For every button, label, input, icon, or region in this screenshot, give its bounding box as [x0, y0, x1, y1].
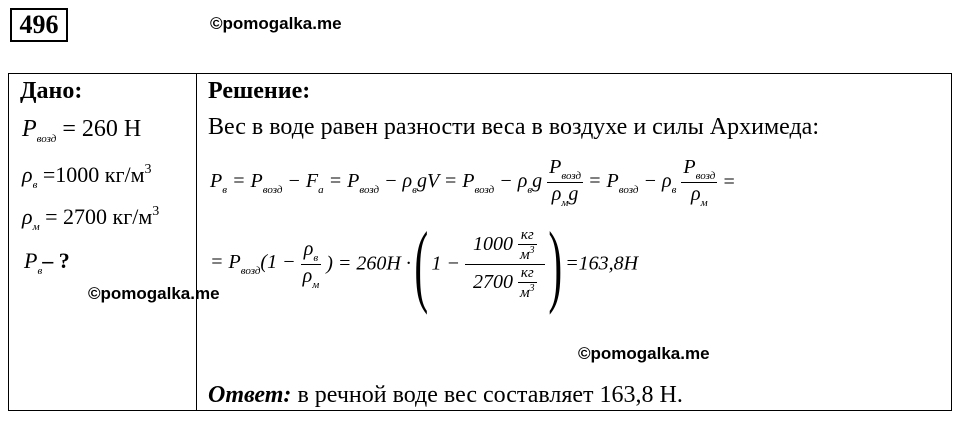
- given-rho-marble: $\rho_м = 2700$ $кг/м^3$: [22, 204, 160, 233]
- formula-line-1: $P_в = P_{возд} - F_a = P_{возд} - \rho_вgV = P_{возд} - \rho_вg$ $P_{возд}$ $\rho_мg$ = $P_{возд} - \rho_в$ $P_{возд}$ $\rho_м$ =: [210, 156, 736, 209]
- watermark-left: ©pomogalka.me: [88, 284, 220, 303]
- given-header: Дано:: [20, 78, 83, 104]
- given-rho-water: $\rho_в =1000$ $кг/м^3$: [22, 162, 152, 191]
- answer: Ответ: в речной воде вес составляет 163,8 Н.: [208, 382, 683, 408]
- problem-number: 496: [10, 8, 68, 42]
- given-find: $P_в-$ ?: [24, 248, 70, 277]
- formula-line-2: = $P_{возд}(1$ − $\rho_в$ $\rho_м$ ) = 260H · ( 1 − 1000 кг $м^3$ 2700 кг $м^3$ ) =163,8H: [210, 213, 639, 315]
- solution-header: Решение:: [208, 78, 311, 104]
- given-p-air: $P_{возд} = 260$ Н: [22, 116, 142, 145]
- solution-statement: Вес в воде равен разности веса в воздухе и силы Архимеда:: [208, 114, 820, 140]
- watermark-top: ©pomogalka.me: [210, 14, 342, 33]
- column-divider: [196, 73, 197, 411]
- watermark-bottom: ©pomogalka.me: [578, 344, 710, 363]
